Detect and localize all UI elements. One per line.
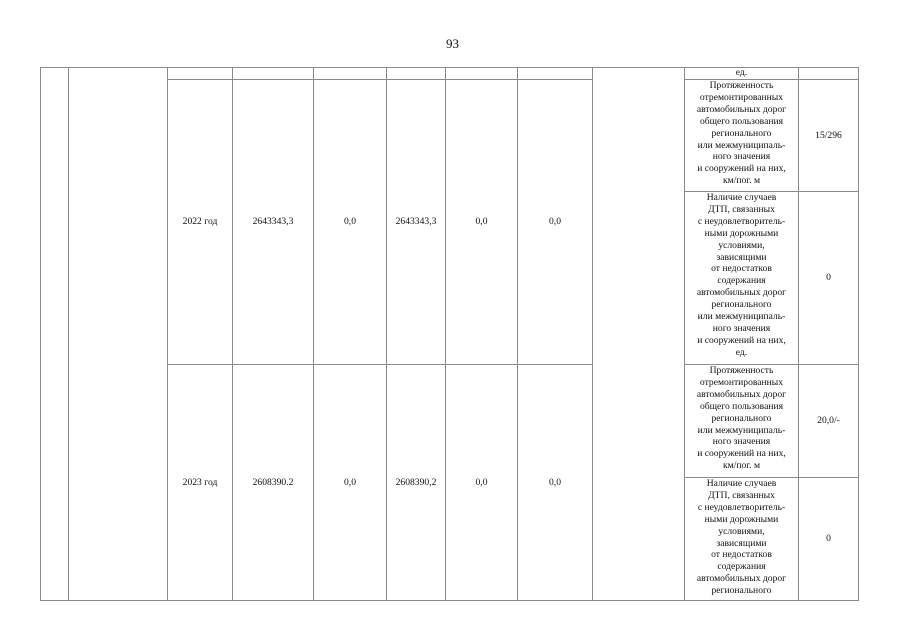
year-cell: 2022 год — [182, 216, 218, 228]
value-cell: 0,0 — [549, 476, 561, 488]
indicator-value: 0 — [826, 272, 831, 284]
indicator-value: 20,0/- — [817, 415, 840, 427]
indicator-text: Протяженность отремонтированных автомобильных дорог общего пользования регионального или межмуниципаль- ного значения и сооружений на них, км/пог. м — [696, 365, 787, 472]
col-line — [68, 67, 69, 601]
value-cell: 0,0 — [475, 476, 488, 488]
value-cell: 0,0 — [344, 476, 356, 488]
indicator-value: 15/296 — [815, 129, 842, 141]
indicator-text: Протяженность отремонтированных автомобильных дорог общего пользования регионального или межмуниципаль- ного значения и сооружений на них, км/пог. м — [696, 80, 787, 187]
col-line — [40, 67, 41, 601]
indicator-value: 0 — [826, 533, 831, 545]
value-cell: 0,0 — [549, 216, 561, 228]
total-cell: 2643343,3 — [252, 216, 294, 228]
table-border-bottom — [40, 600, 858, 601]
total-cell: 2608390.2 — [252, 476, 294, 488]
carryover-text: ед. — [735, 67, 748, 78]
year-cell: 2023 год — [182, 476, 218, 488]
value-cell: 0,0 — [344, 216, 356, 228]
indicator-text: Наличие случаев ДТП, связанных с неудовлетворитель- ными дорожными условиями, зависящими от недостатков содержания автомобильных дорог регионального или межмуниципаль- ного значения и сооружений на них, ед. — [696, 192, 787, 358]
col-line — [858, 67, 859, 601]
value-cell: 0,0 — [475, 216, 488, 228]
page-number: 93 — [446, 36, 459, 51]
value-cell: 2643343,3 — [395, 216, 437, 228]
col-line — [592, 67, 593, 601]
indicator-text: Наличие случаев ДТП, связанных с неудовлетворитель- ными дорожными условиями, зависящими от недостатков содержания автомобильных дорог регионального — [696, 478, 787, 597]
value-cell: 2608390,2 — [395, 476, 437, 488]
